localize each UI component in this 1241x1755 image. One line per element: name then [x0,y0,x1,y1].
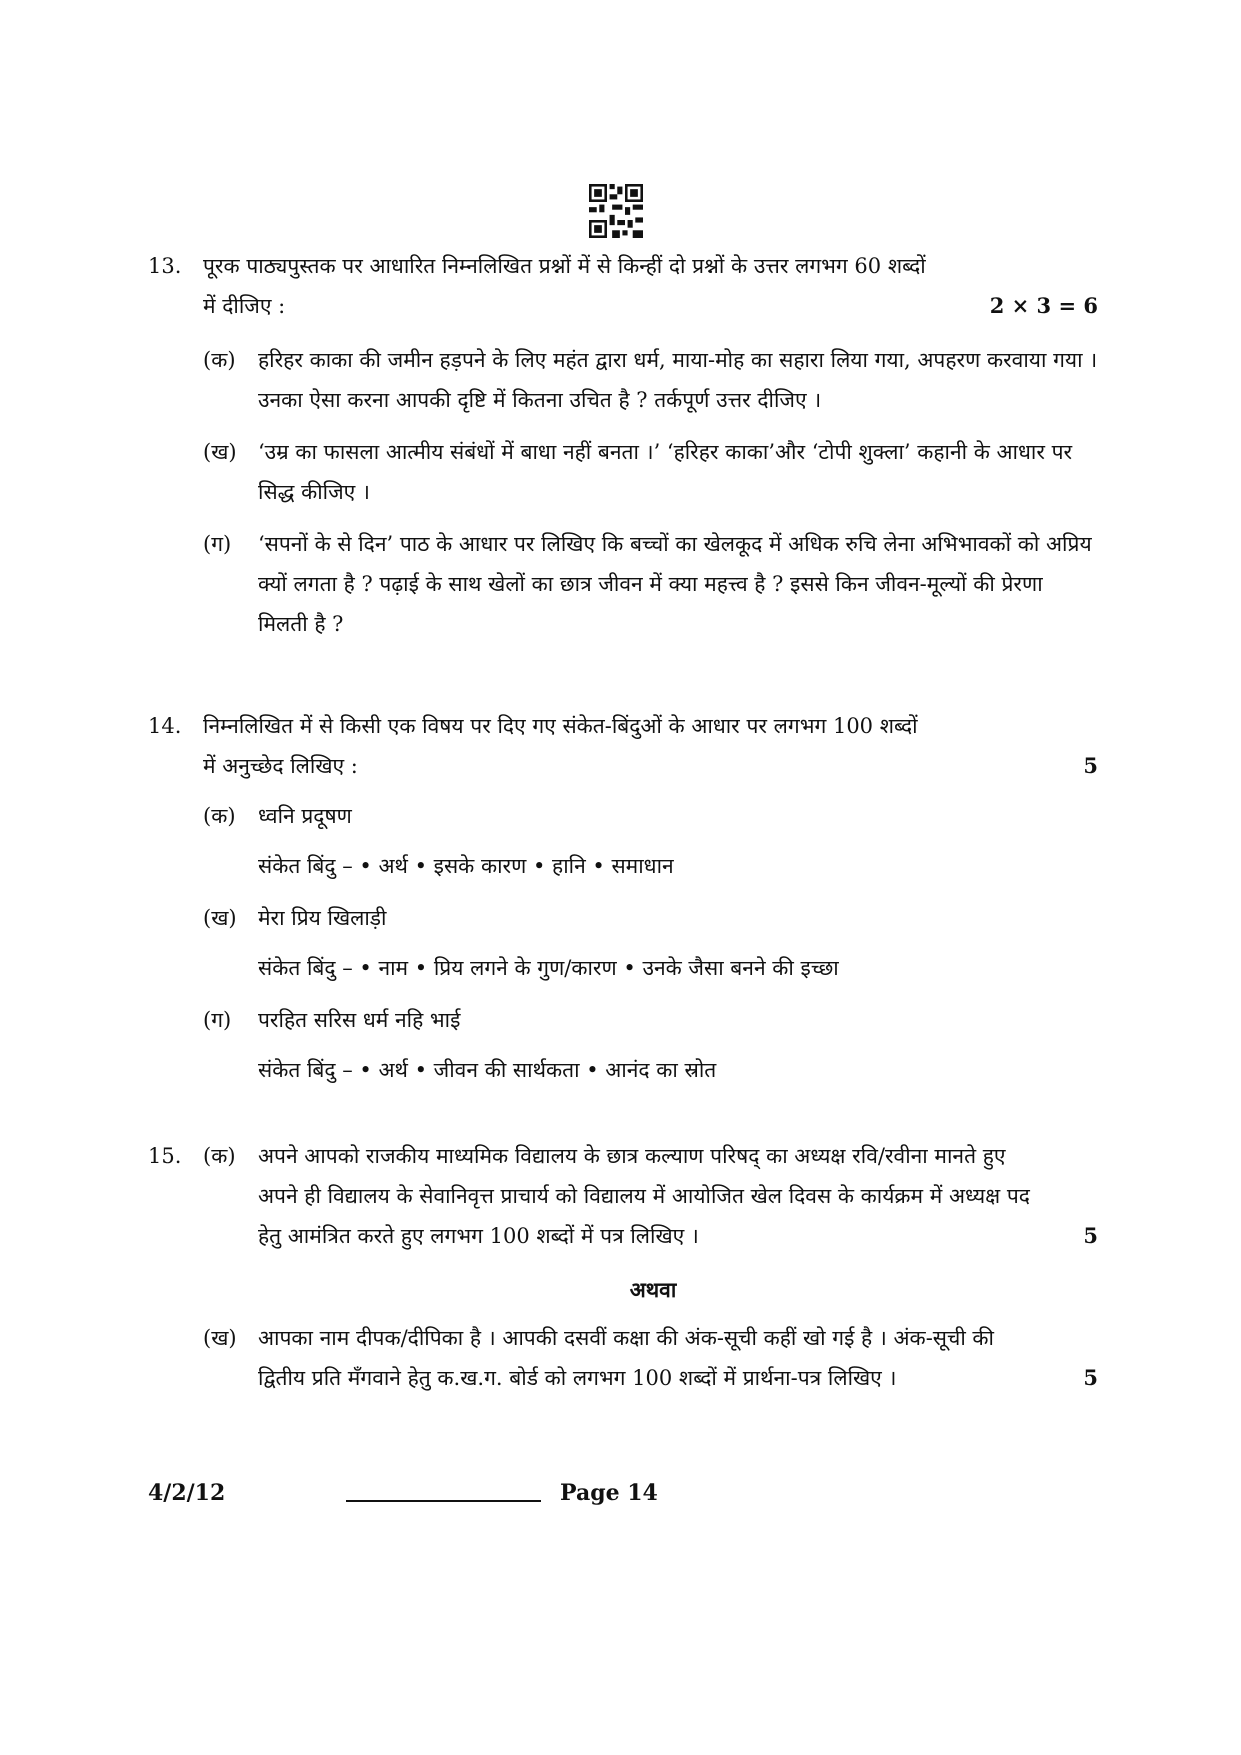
topic-title: ध्वनि प्रदूषण [258,804,352,828]
part-label: (ख) [203,906,237,930]
part-label: (ग) [203,532,232,556]
hint-points: संकेत बिंदु – • अर्थ • जीवन की सार्थकता • आनंद का स्रोत [258,1058,717,1082]
question-15 [148,1136,1098,1398]
question-13-line2: में दीजिए : [203,294,286,318]
question-14-marks: 5 [1083,753,1098,778]
part-text: अपने आपको राजकीय माध्यमिक विद्यालय के छात्र कल्याण परिषद् का अध्यक्ष रवि/रवीना मानते हुए अपने ही विद्यालय के सेवानिवृत्त प्राचार्य को विद्यालय में आयोजित खेल दिवस के कार्यक्रम में अध्यक्ष पद हेतु आमंत्रित करते हुए लगभग 100 शब्दों में पत्र लिखिए । [258,1144,1030,1248]
question-number: 13. [148,254,182,278]
paper-code: 4/2/12 [148,1480,226,1506]
part-marks: 5 [1083,1365,1098,1390]
part-text: हरिहर काका की जमीन हड़पने के लिए महंत द्वारा धर्म, माया-मोह का सहारा लिया गया, अपहरण करवाया गया । उनका ऐसा करना आपकी दृष्टि में कितना उचित है ? तर्कपूर्ण उत्तर दीजिए । [258,348,1098,412]
question-14-line1: निम्नलिखित में से किसी एक विषय पर दिए गए संकेत-बिंदुओं के आधार पर लगभग 100 शब्दों [203,714,918,738]
question-14-part-ga [203,1000,1098,1090]
part-label: (ख) [203,1326,237,1350]
part-label: (क) [203,1144,236,1168]
hint-points: संकेत बिंदु – • नाम • प्रिय लगने के गुण/कारण • उनके जैसा बनने की इच्छा [258,956,839,980]
footer-divider [346,1500,541,1502]
hint-points: संकेत बिंदु – • अर्थ • इसके कारण • हानि • समाधान [258,854,674,878]
qr-code-icon [589,184,643,238]
part-label: (ग) [203,1008,232,1032]
question-13-part-ka [203,340,1098,420]
question-13-line1: पूरक पाठ्यपुस्तक पर आधारित निम्नलिखित प्रश्नों में से किन्हीं दो प्रश्नों के उत्तर लगभग 60 शब्दों [203,254,926,278]
question-number: 15. [148,1144,182,1168]
question-14-part-ka [203,796,1098,886]
question-14-part-kha [203,898,1098,988]
part-label: (क) [203,804,236,828]
part-marks: 5 [1083,1223,1098,1248]
question-15-part-ka [203,1136,1098,1256]
question-14 [148,706,1098,1090]
question-13 [148,246,1098,644]
question-14-line2: में अनुच्छेद लिखिए : [203,754,358,778]
question-15-part-kha [203,1318,1098,1398]
part-label: (ख) [203,440,237,464]
question-13-part-kha [203,432,1098,512]
question-number: 14. [148,714,182,738]
part-text: ‘उम्र का फासला आत्मीय संबंधों में बाधा नहीं बनता ।’ ‘हरिहर काका’और ‘टोपी शुक्ला’ कहानी के आधार पर सिद्ध कीजिए । [258,440,1073,504]
or-divider: अथवा [629,1277,677,1302]
part-text: ‘सपनों के से दिन’ पाठ के आधार पर लिखिए कि बच्चों का खेलकूद में अधिक रुचि लेना अभिभावकों को अप्रिय क्यों लगता है ? पढ़ाई के साथ खेलों का छात्र जीवन में क्या महत्त्व है ? इससे किन जीवन-मूल्यों की प्रेरणा मिलती है ? [258,532,1092,636]
question-13-part-ga [203,524,1098,644]
part-text: आपका नाम दीपक/दीपिका है । आपकी दसवीं कक्षा की अंक-सूची कहीं खो गई है । अंक-सूची की द्वितीय प्रति मँगवाने हेतु क.ख.ग. बोर्ड को लगभग 100 शब्दों में प्रार्थना-पत्र लिखिए । [258,1326,994,1390]
topic-title: परहित सरिस धर्म नहि भाई [258,1008,461,1032]
topic-title: मेरा प्रिय खिलाड़ी [258,906,387,930]
question-13-marks: 2 × 3 = 6 [989,293,1098,318]
page-number: Page 14 [560,1480,658,1506]
page-footer [148,1480,1098,1520]
part-label: (क) [203,348,236,372]
